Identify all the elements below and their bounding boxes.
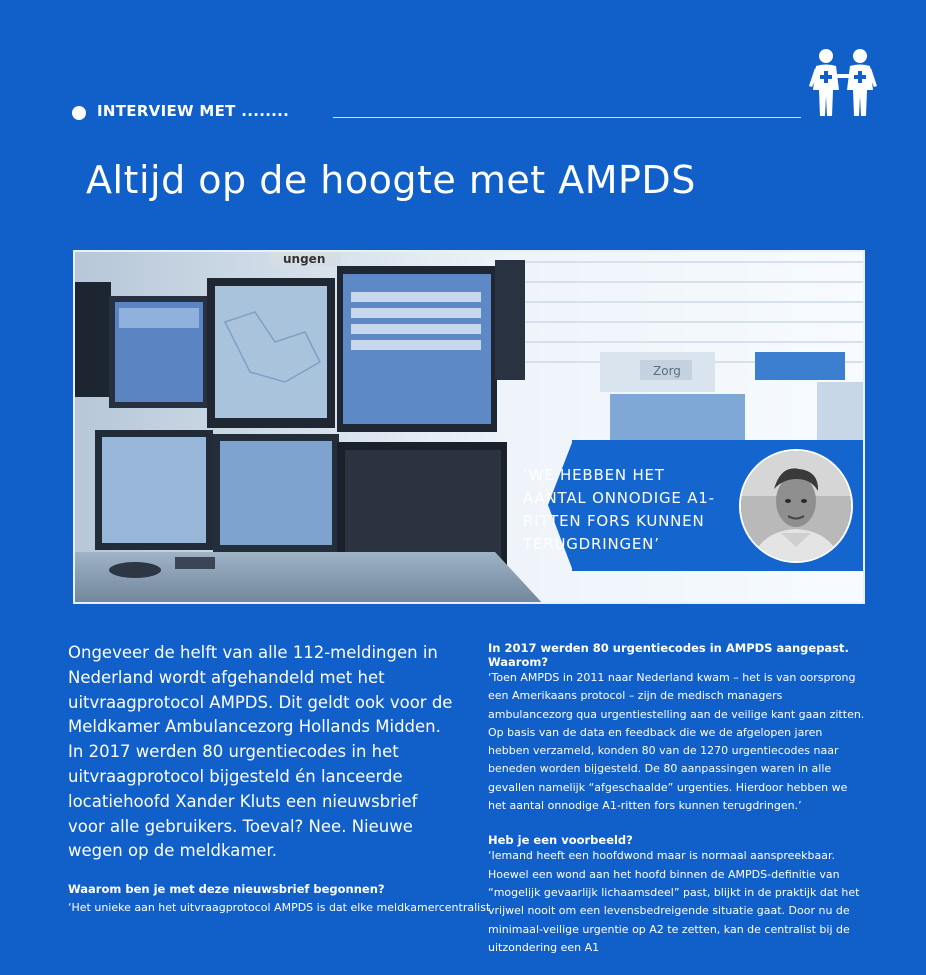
pull-quote: ‘WE HEBBEN HET AANTAL ONNODIGE A1-RITTEN FORS KUNNEN TERUGDRINGEN’ — [523, 466, 715, 553]
answer-paragraph: ‘Toen AMPDS in 2011 naar Nederland kwam – het is van oorsprong een Amerikaans protocol – zijn de medisch managers ambulancezorg qua urgentiestelling aan de veilige kant gaan zitten. Op basis van de data en feedback die we de afgelopen jaren hebben verzameld, konden 80 van de 1270 urgentiecodes naar beneden worden bijgesteld. De 80 aanpassingen waren in alle gevallen namelijk “afgeschaalde” urgenties. Hierdoor hebben we het aantal onnodige A1-ritten fors kunnen terugdringen.’ — [488, 671, 865, 813]
answer-paragraph: ‘Het unieke aan het uitvraagprotocol AMPDS is dat elke meldkamercentralist — [68, 901, 491, 914]
control-room-photo — [73, 250, 865, 604]
question-heading: In 2017 werden 80 urgentiecodes in AMPDS aangepast. Waarom? — [488, 641, 849, 669]
right-column — [488, 641, 866, 975]
section-kicker: INTERVIEW MET ........ — [97, 102, 290, 120]
intro-paragraph: Ongeveer de helft van alle 112-meldingen in Nederland wordt afgehandeld met het uitvraagprotocol AMPDS. Dit geldt ook voor de Meldkamer Ambulancezorg Hollands Midden. In 2017 werden 80 urgentiecodes in het uitvraagprotocol bijgesteld én lanceerde locatiehoofd Xander Kluts een nieuwsbrief voor alle gebruikers. Toeval? Nee. Nieuwe wegen op de meldkamer. — [68, 643, 453, 861]
question-heading: Heb je een voorbeeld? — [488, 833, 633, 848]
page-title: Altijd op de hoogte met AMPDS — [86, 158, 696, 202]
sign-zorg-text: Zorg — [653, 364, 681, 378]
answer-paragraph: ‘Iemand heeft een hoofdwond maar is normaal aanspreekbaar. Hoewel een wond aan het hoofd binnen de AMPDS-definitie van “mogelijk gevaarlijk lichaamsdeel” past, blijkt in de praktijk dat het vrijwel nooit om een levensbedreigende situatie gaat. Door nu de minimaal-veilige urgentie op A2 te zetten, kan de centralist bij de uitzondering een A1 — [488, 849, 860, 954]
portrait-illustration — [741, 451, 851, 561]
section-bullet — [72, 106, 86, 120]
header-rule — [333, 117, 801, 118]
sign-top-text: ungen — [283, 252, 326, 266]
question-heading: Waarom ben je met deze nieuwsbrief begonnen? — [68, 882, 385, 896]
two-nurses-logo-icon — [806, 46, 882, 122]
portrait-photo — [739, 449, 853, 563]
